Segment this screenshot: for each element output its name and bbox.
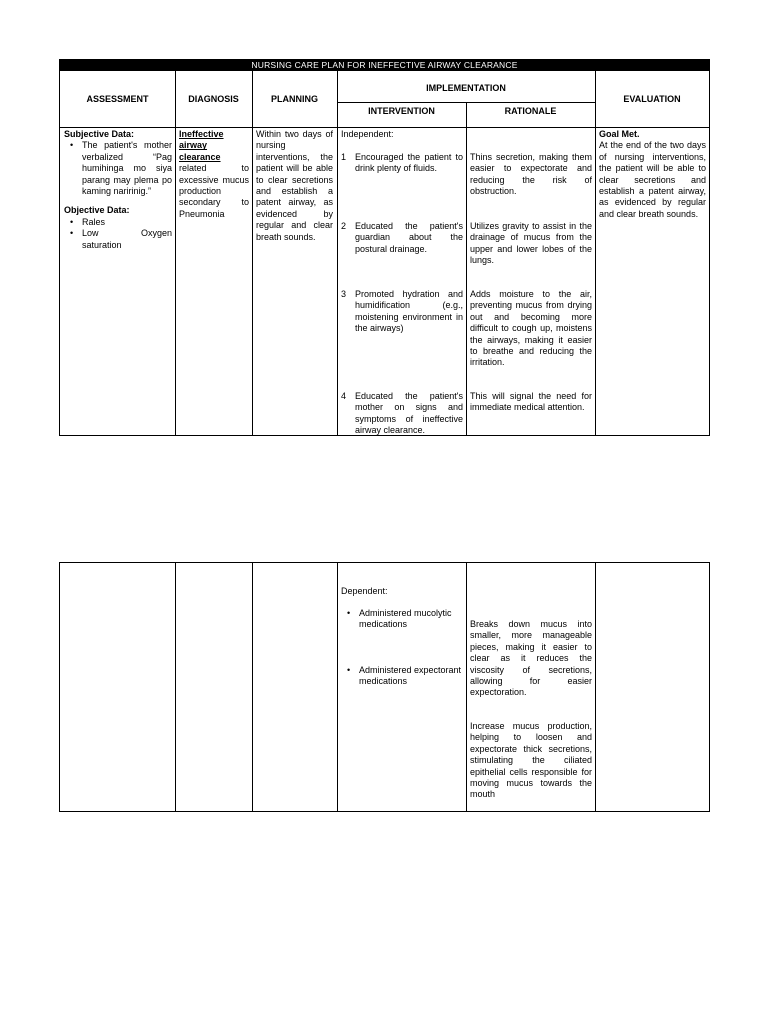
intervention-text: Promoted hydration and humidification (e.g., moistening environment in the airways) xyxy=(355,289,463,334)
dependent-label: Dependent: xyxy=(341,586,388,596)
intervention-text: Educated the patient's guardian about the postural drainage. xyxy=(355,221,463,254)
evaluation-text: At the end of the two days of nursing interventions, the patient will be able to clear secretions and establish a patent airway, as evidenced by regular and clear breath sounds. xyxy=(599,140,706,219)
header-implementation: IMPLEMENTATION xyxy=(426,83,506,93)
column-divider xyxy=(175,71,176,436)
row-divider xyxy=(60,127,709,128)
dependent-intervention-text: • Administered expectorant medications xyxy=(341,665,464,688)
diagnosis-label: Ineffective airway clearance xyxy=(179,129,224,162)
subjective-data-heading: Subjective Data: xyxy=(64,129,135,139)
intervention-text: Encouraged the patient to drink plenty of fluids. xyxy=(355,152,463,174)
column-divider xyxy=(466,102,467,436)
header-planning: PLANNING xyxy=(271,94,318,104)
intervention-number: 3 xyxy=(341,289,347,299)
objective-data-heading: Objective Data: xyxy=(64,205,130,216)
diagnosis-cell xyxy=(179,129,249,220)
row-divider xyxy=(337,102,595,103)
evaluation-cell xyxy=(599,129,706,220)
dependent-intervention-text: • Administered mucolytic medications xyxy=(341,608,464,631)
header-rationale: RATIONALE xyxy=(504,106,557,116)
rationale-text: Increase mucus production, helping to loosen and expectorate thick secretions, stimulating the ciliated epithelial cells responsible for moving mucus towards the mouth xyxy=(470,721,592,800)
subjective-item: • The patient's mother verbalized “Pag humihinga mo siya parang may plema po kaming naririnig.” xyxy=(64,140,172,197)
independent-label: Independent: xyxy=(341,129,394,139)
header-diagnosis: DIAGNOSIS xyxy=(188,94,239,104)
column-divider xyxy=(595,563,596,811)
rationale-text: Adds moisture to the air, preventing mucus from drying out and becoming more difficult to cough up, moistens the airways, making it easier to breathe and reducing the irritation. xyxy=(470,289,592,368)
rationale-text: Breaks down mucus into smaller, more manageable pieces, making it easier to clear as it reduces the viscosity of secretions, allowing for easier expectoration. xyxy=(470,619,592,698)
evaluation-heading: Goal Met. xyxy=(599,129,640,139)
intervention-text: Educated the patient's mother on signs and symptoms of ineffective airway clearance. xyxy=(355,391,463,436)
rationale-text: Thins secretion, making them easier to expectorate and reducing the risk of obstruction. xyxy=(470,152,592,197)
objective-item: • Low Oxygen saturation xyxy=(64,228,172,251)
assessment-cell xyxy=(64,129,172,251)
column-divider xyxy=(337,71,338,436)
intervention-number: 4 xyxy=(341,391,347,401)
column-divider xyxy=(466,563,467,811)
column-divider xyxy=(337,563,338,811)
intervention-number: 1 xyxy=(341,152,347,162)
column-divider xyxy=(595,71,596,436)
rationale-text: This will signal the need for immediate medical attention. xyxy=(470,391,592,413)
care-plan-table-continued xyxy=(59,562,710,812)
care-plan-table xyxy=(59,59,710,436)
header-evaluation: EVALUATION xyxy=(623,94,681,104)
diagnosis-text: related to excessive mucus production secondary to Pneumonia xyxy=(179,163,249,219)
dependent-intervention xyxy=(341,608,464,631)
intervention-number: 2 xyxy=(341,221,347,231)
table-title: NURSING CARE PLAN FOR INEFFECTIVE AIRWAY CLEARANCE xyxy=(60,60,709,71)
column-divider xyxy=(175,563,176,811)
rationale-text: Utilizes gravity to assist in the drainage of mucus from the upper and lower lobes of the lungs. xyxy=(470,221,592,266)
header-assessment: ASSESSMENT xyxy=(86,94,149,104)
planning-cell: Within two days of nursing interventions, the patient will be able to clear secretions and establish a patent airway, as evidenced by regular and clear breath sounds. xyxy=(256,129,333,242)
header-intervention: INTERVENTION xyxy=(368,106,435,116)
objective-item: • Rales xyxy=(64,217,172,228)
column-divider xyxy=(252,563,253,811)
column-divider xyxy=(252,71,253,436)
dependent-intervention xyxy=(341,665,464,688)
